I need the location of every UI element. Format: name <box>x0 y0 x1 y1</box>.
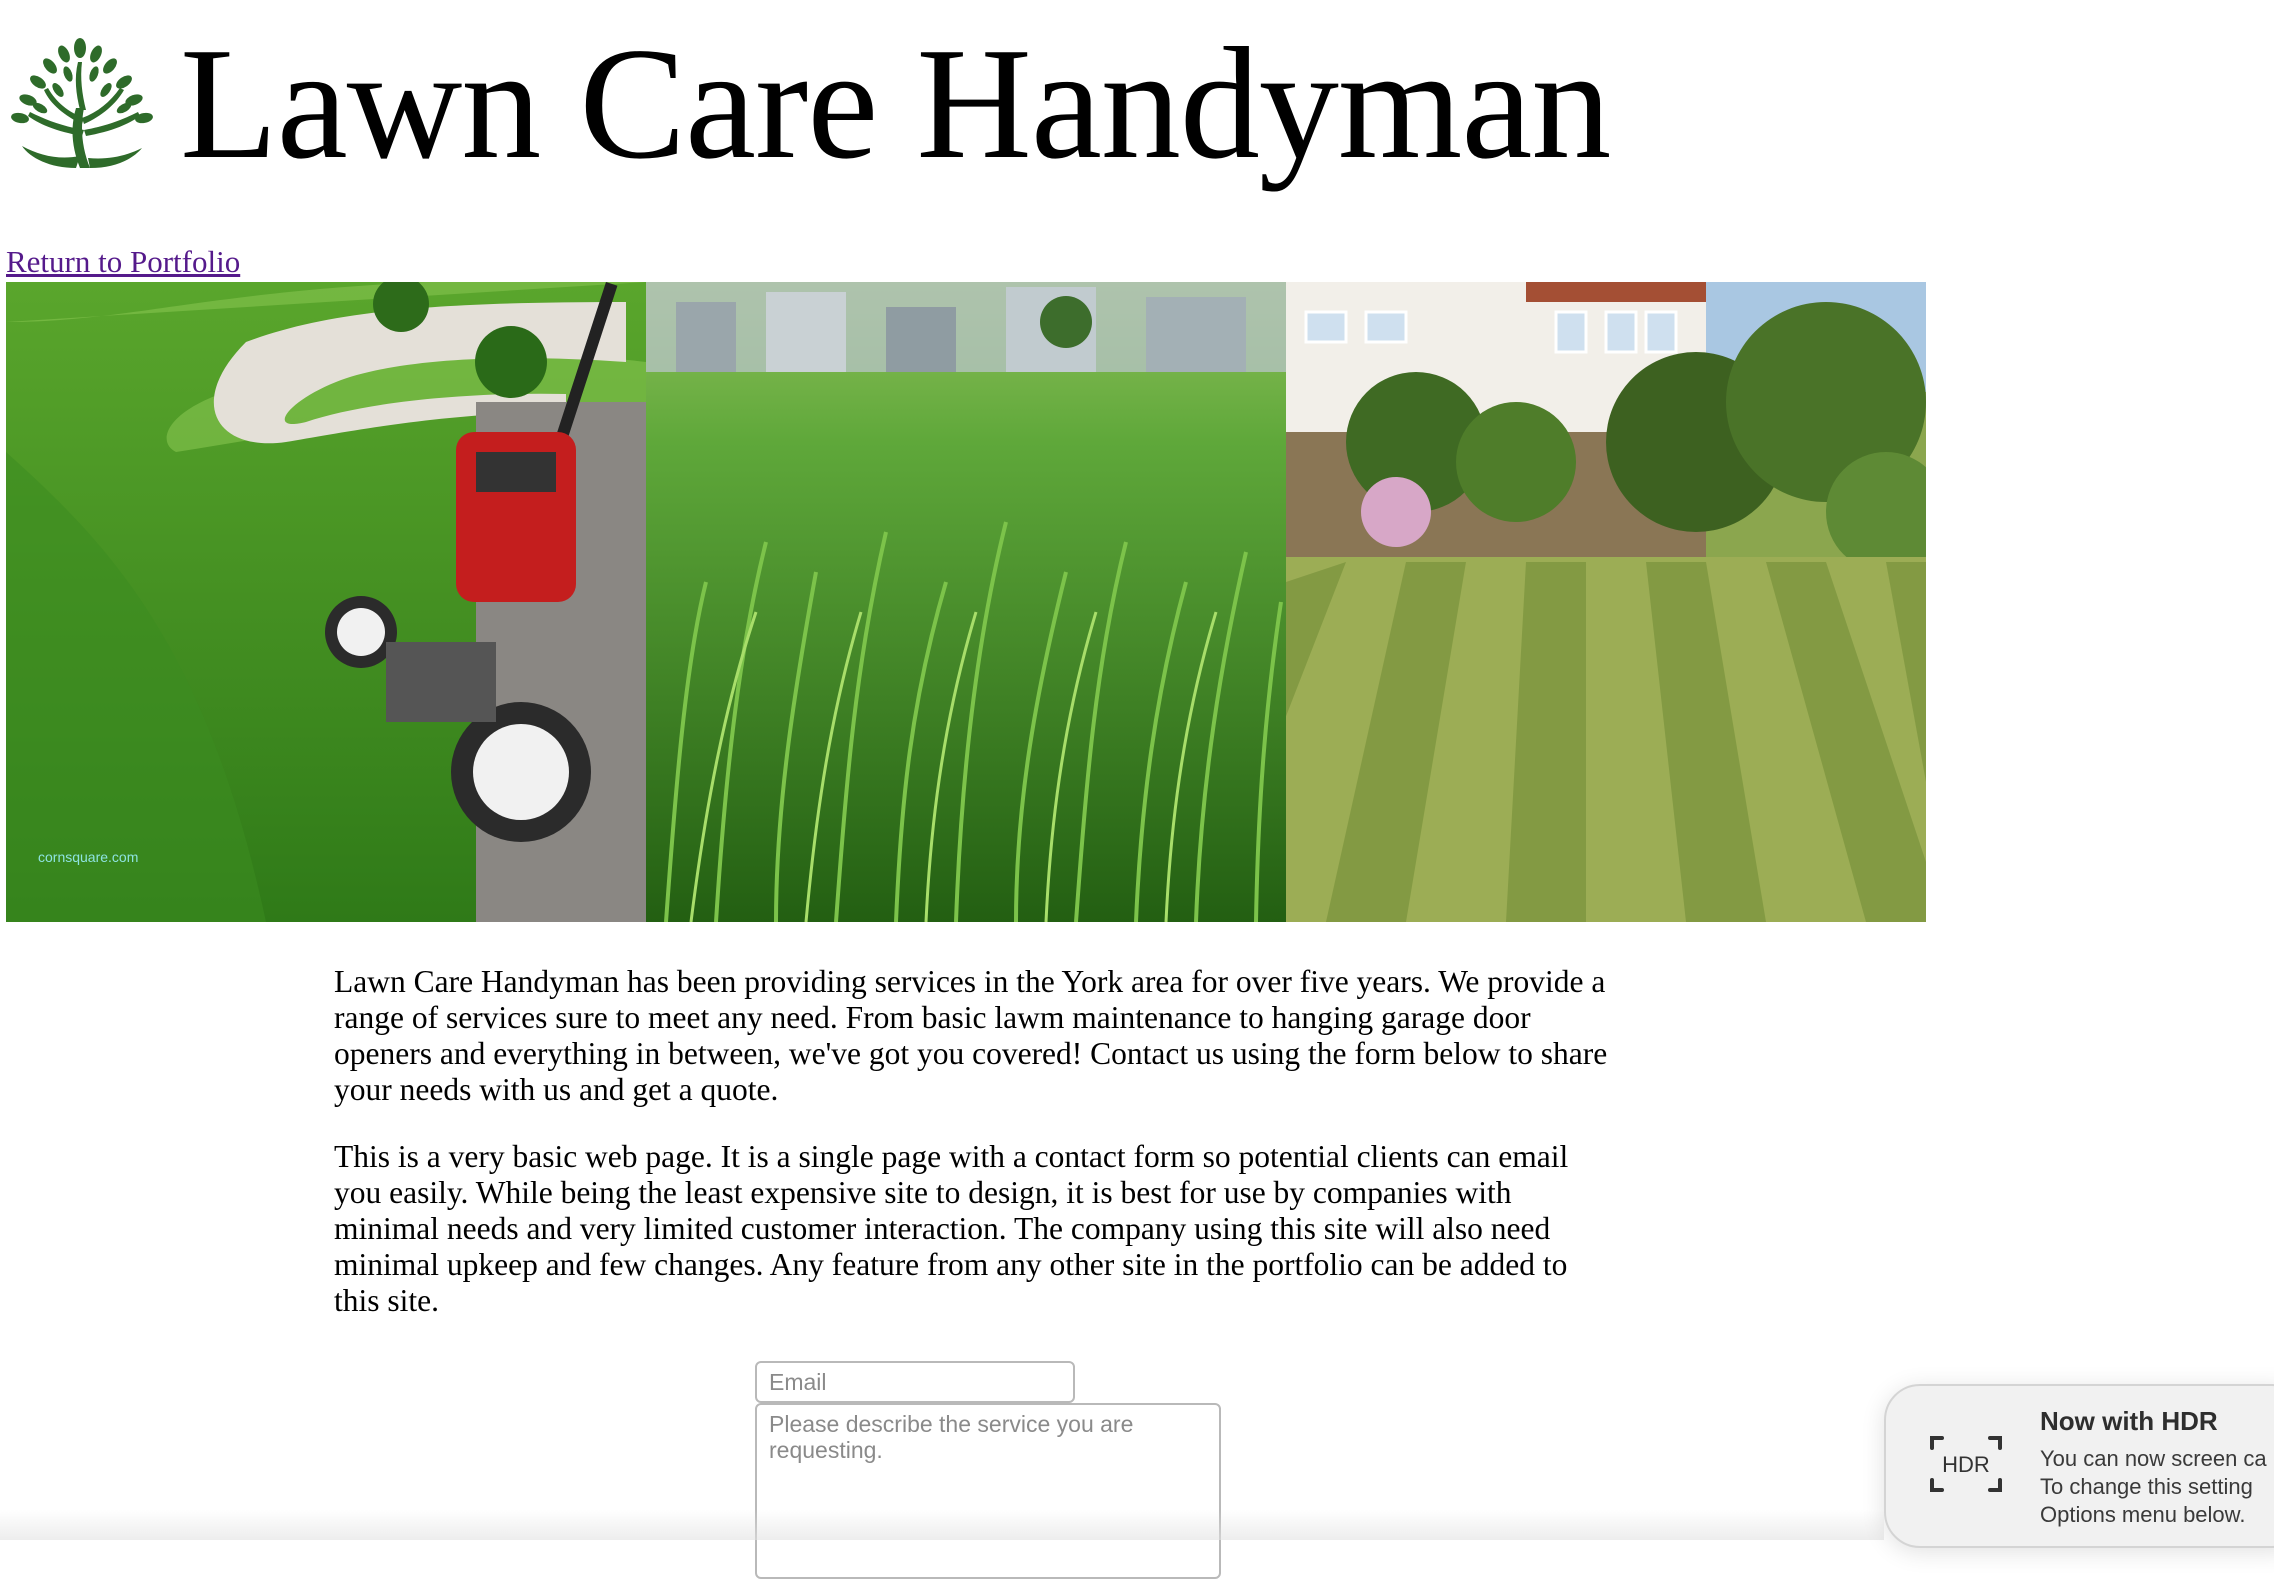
lawn-mower-photo <box>6 282 646 922</box>
grass-closeup-photo <box>646 282 1286 922</box>
window-bottom-edge <box>0 1510 1884 1540</box>
toast-line-3: Options menu below. <box>2040 1502 2246 1527</box>
striped-lawn-house-photo <box>1286 282 1926 922</box>
toast-line-2: To change this setting <box>2040 1474 2253 1499</box>
service-request-textarea[interactable] <box>755 1403 1221 1579</box>
hdr-icon-label: HDR <box>1942 1452 1990 1477</box>
hdr-notification[interactable] <box>1884 1384 2274 1548</box>
email-field[interactable] <box>755 1361 1075 1403</box>
return-to-portfolio-link[interactable]: Return to Portfolio <box>6 244 241 279</box>
photo-watermark: cornsquare.com <box>38 849 139 865</box>
description-paragraph: This is a very basic web page. It is a single page with a contact form so potential clients can email you easily. While being the least expensive site to design, it is best for use by companies with minimal needs and very limited customer interaction. The company using this site will also need minimal upkeep and few changes. Any feature from any other site in the portfolio can be added to this site. <box>334 1139 1569 1318</box>
about-content <box>334 964 1614 1350</box>
site-title: Lawn Care Handyman <box>180 14 1611 192</box>
hdr-icon <box>1928 1434 2004 1494</box>
photo-gallery <box>6 282 1926 922</box>
toast-line-1: You can now screen ca <box>2040 1446 2267 1471</box>
toast-title: Now with HDR <box>2040 1406 2218 1436</box>
tree-logo-icon <box>10 28 160 178</box>
site-header <box>10 14 1611 192</box>
intro-paragraph: Lawn Care Handyman has been providing services in the York area for over five years. We provide a range of services sure to meet any need. From basic lawm maintenance to hanging garage door openers and everything in between, we've got you covered! Contact us using the form below to share your needs with us and get a quote. <box>334 964 1608 1107</box>
